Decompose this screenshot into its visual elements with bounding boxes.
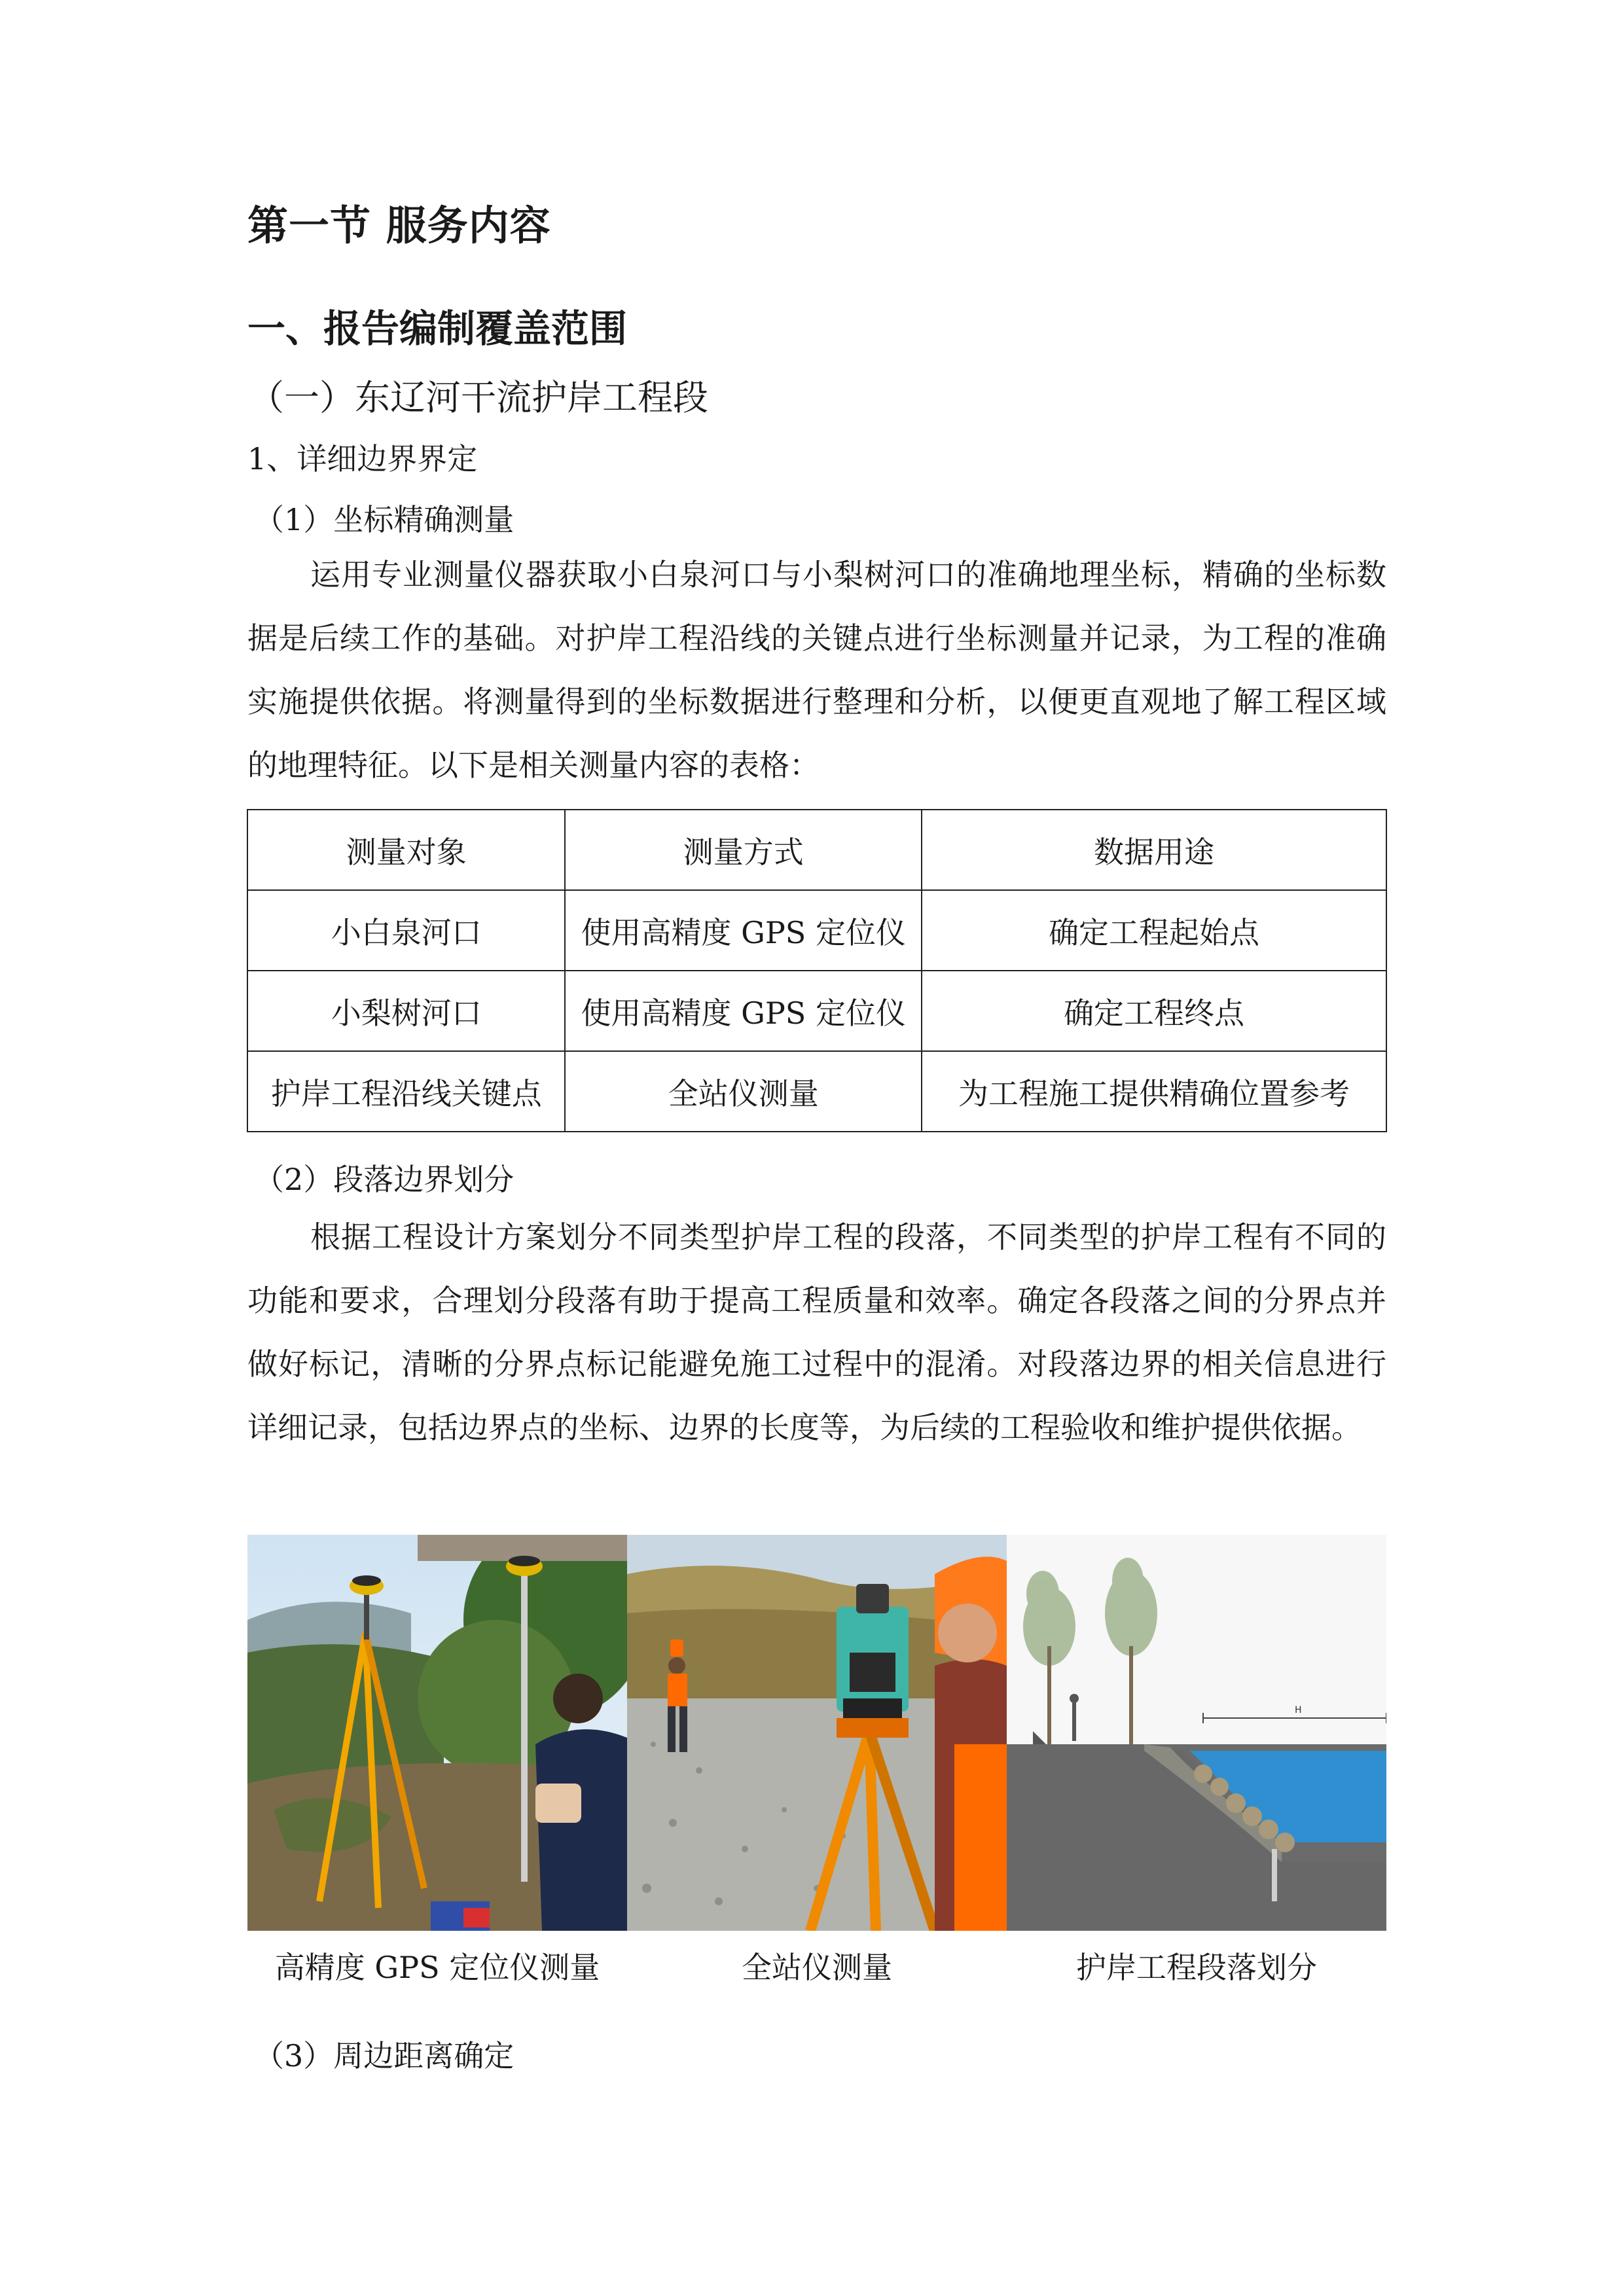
sub-heading-distances: （3）周边距离确定 [254,2038,514,2073]
table-header-cell: 测量对象 [247,810,565,890]
figure-caption: 全站仪测量 [742,1950,892,1985]
subsection-heading: （一）东辽河干流护岸工程段 [249,377,708,418]
table-cell: 小梨树河口 [247,971,565,1051]
table-cell: 护岸工程沿线关键点 [247,1051,565,1132]
table-row [247,971,1386,1051]
table-header-cell: 数据用途 [922,810,1386,890]
gps-survey-photo [247,1535,627,1931]
table-cell: 使用高精度 GPS 定位仪 [565,971,922,1051]
table-cell: 小白泉河口 [247,890,565,971]
item-heading: 1、详细边界界定 [247,441,478,476]
revetment-diagram [1007,1535,1386,1931]
total-station-photo [627,1535,1007,1931]
table-cell: 确定工程终点 [922,971,1386,1051]
table-row [247,890,1386,971]
sub-heading-coordinates: （1）坐标精确测量 [254,502,514,537]
table-header-cell: 测量方式 [565,810,922,890]
paragraph-segments: 根据工程设计方案划分不同类型护岸工程的段落，不同类型的护岸工程有不同的功能和要求，合理划分段落有助于提高工程质量和效率。确定各段落之间的分界点并做好标记，清晰的分界点标记能避免施工过程中的混淆。对段落边界的相关信息进行详细记录，包括边界点的坐标、边界的长度等，为后续的工程验收和维护提供依据。 [247,1219,1386,1445]
chapter-heading: 一、报告编制覆盖范围 [247,306,628,351]
table-header-row [247,810,1386,890]
diagram-dimension-label: H [1295,1705,1302,1715]
section-heading: 第一节 服务内容 [247,202,551,249]
measurement-table [247,809,1387,1132]
table-cell: 使用高精度 GPS 定位仪 [565,890,922,971]
figure-caption: 高精度 GPS 定位仪测量 [274,1950,600,1985]
table-cell: 为工程施工提供精确位置参考 [922,1051,1386,1132]
figure-caption: 护岸工程段落划分 [1076,1950,1317,1985]
table-cell: 确定工程起始点 [922,890,1386,971]
paragraph-coordinates: 运用专业测量仪器获取小白泉河口与小梨树河口的准确地理坐标，精确的坐标数据是后续工作的基础。对护岸工程沿线的关键点进行坐标测量并记录，为工程的准确实施提供依据。将测量得到的坐标数据进行整理和分析，以便更直观地了解工程区域的地理特征。以下是相关测量内容的表格： [247,557,1386,783]
table-cell: 全站仪测量 [565,1051,922,1132]
sub-heading-segments: （2）段落边界划分 [254,1162,514,1197]
table-row [247,1051,1386,1132]
